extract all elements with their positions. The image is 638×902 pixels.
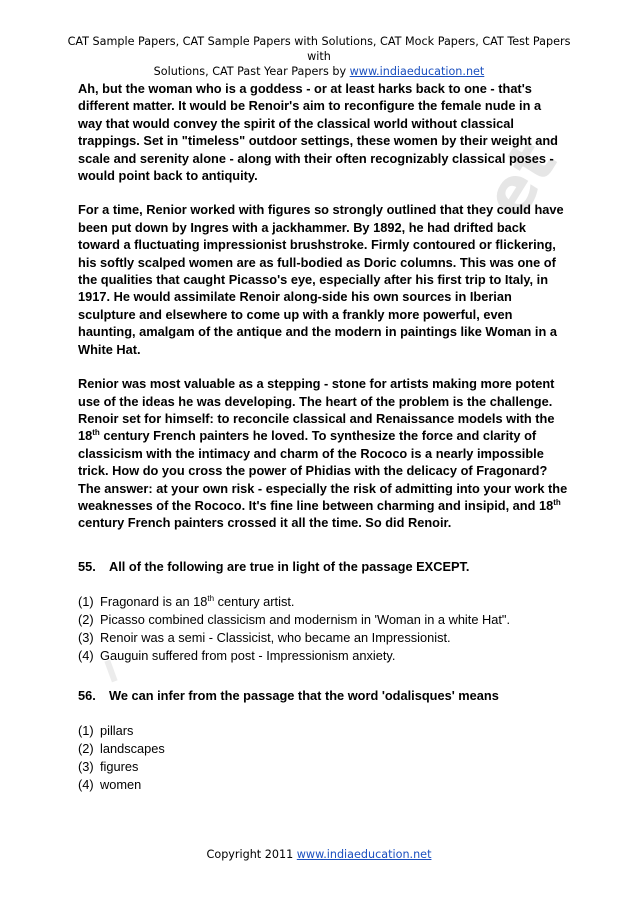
option-text-cont: century artist. <box>214 594 295 610</box>
header-line-2 <box>60 64 578 79</box>
option-number: (2) <box>78 612 94 628</box>
question-55-options <box>78 593 568 664</box>
header-link[interactable]: www.indiaeducation.net <box>349 65 485 78</box>
option-text: women <box>100 776 142 792</box>
superscript-th: th <box>92 428 100 438</box>
option-number: (4) <box>78 776 94 792</box>
footer-link[interactable]: www.indiaeducation.net <box>296 848 432 861</box>
option-text: Gauguin suffered from post - Impressionism anxiety. <box>100 648 396 664</box>
option-item <box>78 647 568 664</box>
option-item <box>78 722 568 739</box>
option-text: figures <box>100 758 139 774</box>
page-content <box>78 80 568 794</box>
option-number: (3) <box>78 630 94 646</box>
option-item <box>78 593 568 610</box>
option-number: (1) <box>78 722 94 738</box>
question-number: 55. <box>78 558 96 574</box>
superscript-th: th <box>553 497 561 507</box>
passage-p3-part-a: Renior was most valuable as a stepping - stone for artists making more potent use of the ideas he was developing. The heart of the problem is the challenge. Renoir set for himself: to reconcile classical and Renaissance models with the 18 <box>78 376 555 444</box>
option-text: Picasso combined classicism and modernism in 'Woman in a white Hat". <box>100 612 511 628</box>
option-item <box>78 740 568 757</box>
option-number: (2) <box>78 740 94 756</box>
question-text: We can infer from the passage that the word 'odalisques' means <box>109 687 499 703</box>
page-footer <box>0 848 638 861</box>
option-text: landscapes <box>100 740 165 756</box>
option-item <box>78 629 568 646</box>
question-55 <box>78 558 568 575</box>
passage-p3-part-b: century French painters he loved. To synthesize the force and clarity of classicism with the intimacy and charm of the Rococo is a nearly impossible trick. How do you cross the power of Phidias with the delicacy of Fragonard? The answer: at your own risk - especially the risk of admitting into your work the weaknesses of the Rococo. It's fine line between charming and insipid, and 18 <box>78 428 568 513</box>
option-item <box>78 758 568 775</box>
option-item <box>78 776 568 793</box>
watermark: et <box>470 129 572 232</box>
question-number: 56. <box>78 687 96 703</box>
passage-paragraph-2: For a time, Renior worked with figures so strongly outlined that they could have been put down by Ingres with a jackhammer. By 1892, he had drifted back toward a fluctuating impressionist brushstroke. Firmly contoured or flickering, his softly scalped women are as full-bodied as Doric columns. This was one of the qualities that caught Picasso's eye, especially after his first trip to Italy, in 1917. He would assimilate Renoir along-side his own sources in Iberian sculpture and elsewhere to come up with a frankly more powerful, even haunting, amalgam of the antique and the modern in paintings like Woman in a White Hat. <box>78 202 564 357</box>
passage-paragraph-1: Ah, but the woman who is a goddess - or at least harks back to one - that's different matter. It would be Renoir's aim to reconfigure the female nude in a way that would convey the spirit of the classical world without classical trappings. Set in "timeless" outdoor settings, these women by their weight and scale and serenity alone - along with their often recognizably classical poses - would point back to antiquity. <box>78 81 558 184</box>
option-number: (1) <box>78 594 94 610</box>
option-number: (4) <box>78 648 94 664</box>
passage-paragraph-3 <box>78 375 568 532</box>
superscript-th: th <box>207 594 215 604</box>
option-number: (3) <box>78 758 94 774</box>
header-line-1: CAT Sample Papers, CAT Sample Papers with Solutions, CAT Mock Papers, CAT Test Papers with <box>67 35 571 63</box>
option-text: pillars <box>100 722 134 738</box>
option-item <box>78 611 568 628</box>
question-56 <box>78 687 568 704</box>
page-header <box>60 34 578 79</box>
question-56-options <box>78 722 568 793</box>
question-text: All of the following are true in light of the passage EXCEPT. <box>109 558 470 574</box>
option-text: Fragonard is an 18 <box>100 594 208 610</box>
option-text: Renoir was a semi - Classicist, who became an Impressionist. <box>100 630 451 646</box>
footer-copyright: Copyright 2011 <box>206 848 297 861</box>
header-line-2-text: Solutions, CAT Past Year Papers by <box>153 65 350 78</box>
passage-p3-part-c: century French painters crossed it all the time. So did Renoir. <box>78 515 452 531</box>
